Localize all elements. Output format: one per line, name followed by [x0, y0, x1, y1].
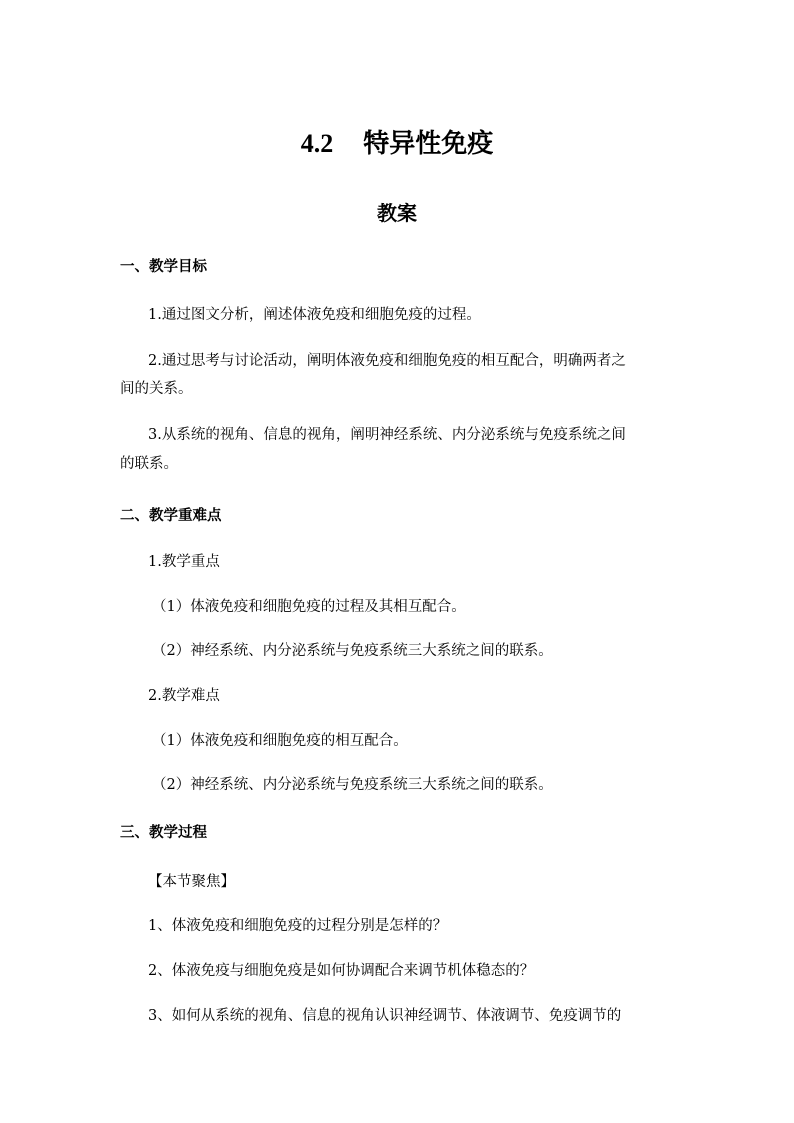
key-points-label: 1.教学重点	[148, 554, 220, 570]
difficult-point-2: （2）神经系统、内分泌系统与免疫系统三大系统之间的联系。	[152, 777, 553, 793]
objective-item-3-line-2: 的联系。	[120, 456, 178, 472]
objective-item-2-line-2: 间的关系。	[120, 381, 193, 397]
focus-question-3: 3、如何从系统的视角、信息的视角认识神经调节、体液调节、免疫调节的	[148, 1008, 622, 1024]
focus-question-1: 1、体液免疫和细胞免疫的过程分别是怎样的？	[148, 918, 448, 934]
key-point-1: （1）体液免疫和细胞免疫的过程及其相互配合。	[152, 599, 466, 615]
objective-item-2-line-1: 2.通过思考与讨论活动，阐明体液免疫和细胞免疫的相互配合，明确两者之	[148, 353, 626, 369]
focus-question-2: 2、体液免疫与细胞免疫是如何协调配合来调节机体稳态的？	[148, 963, 535, 979]
objective-item-3-line-1: 3.从系统的视角、信息的视角，阐明神经系统、内分泌系统与免疫系统之间	[148, 427, 626, 443]
section-heading-objectives: 一、教学目标	[120, 258, 207, 275]
section-heading-key-difficult-points: 二、教学重难点	[120, 507, 222, 524]
title-text: 特异性免疫	[363, 129, 494, 159]
key-point-2: （2）神经系统、内分泌系统与免疫系统三大系统之间的联系。	[152, 643, 553, 659]
document-subtitle: 教案	[377, 201, 417, 225]
document-title	[0, 126, 794, 162]
focus-label: 【本节聚焦】	[148, 874, 235, 890]
section-heading-teaching-process: 三、教学过程	[120, 824, 207, 841]
difficult-point-1: （1）体液免疫和细胞免疫的相互配合。	[152, 733, 408, 749]
title-number: 4.2	[300, 129, 334, 158]
difficult-points-label: 2.教学难点	[148, 688, 220, 704]
objective-item-1: 1.通过图文分析，阐述体液免疫和细胞免疫的过程。	[148, 307, 481, 323]
